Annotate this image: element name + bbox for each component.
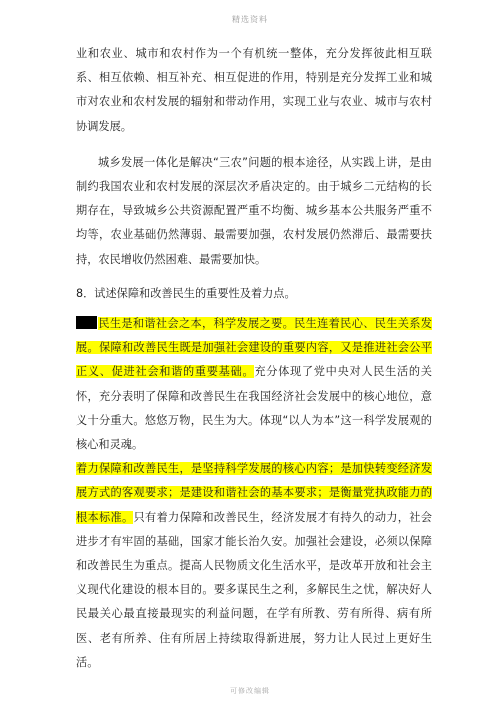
paragraph-text: 充分体现了党中央对人民生活的关怀，充分表明了保障和改善民生在我国经济社会发展中的核心地位，意义十分重大。悠悠万物，民生为大。体现“以人为本”这一科学发展观的核心和灵魂。 bbox=[76, 365, 432, 452]
question-heading: 8．试述保障和改善民生的重要性及着力点。 bbox=[76, 286, 296, 300]
document-body bbox=[76, 42, 432, 675]
paragraph-livelihood bbox=[76, 312, 432, 457]
page-header: 精选资料 bbox=[232, 15, 268, 24]
paragraph-focus bbox=[76, 457, 432, 675]
paragraph-text: 只有着力保障和改善民生，经济发展才有持久的动力，社会进步才有牢固的基础，国家才能长治久安。加强社会建设，必须以保障和改善民生为重点。提高人民物质文化生活水平，是改革开放和社会主义现代化建设的根本目的。要多谋民生之利，多解民生之忧，解决好人民最关心最直接最现实的利益问题，在学有所教、劳有所得、病有所医、老有所养、住有所居上持续取得新进展，努力让人民过上更好生活。 bbox=[76, 510, 432, 669]
page-footer: 可修改编辑 bbox=[230, 687, 270, 695]
paragraph-continuation: 业和农业、城市和农村作为一个有机统一整体，充分发挥彼此相互联系、相互依赖、相互补充、相互促进的作用，特别是充分发挥工业和城市对农业和农村发展的辐射和带动作用，实现工业与农业、城市与农村协调发展。 bbox=[76, 47, 432, 133]
highlighted-text: 民生是和谐社会之本，科学发展之要。民生连着民心、民生关系发展。保障和改善民生既是加强社会建设的重要内容，又是推进社会公平正义、促进社会和谐的重要基础。 bbox=[76, 317, 432, 379]
paragraph-urban-rural: 城乡发展一体化是解决“三农”问题的根本途径，从实践上讲，是由制约我国农业和农村发展的深层次矛盾决定的。由于城乡二元结构的长期存在，导致城乡公共资源配置严重不均衡、城乡基本公共服务严重不均等，农业基础仍然薄弱、最需要加强，农村发展仍然滞后、最需要扶持，农民增收仍然困难、最需要加快。 bbox=[76, 155, 432, 266]
highlighted-text: 着力保障和改善民生，是坚持科学发展的核心内容；是加快转变经济发展方式的客观要求；是建设和谐社会的基本要求；是衡量党执政能力的根本标准。 bbox=[76, 462, 432, 524]
redaction-block bbox=[76, 316, 97, 329]
